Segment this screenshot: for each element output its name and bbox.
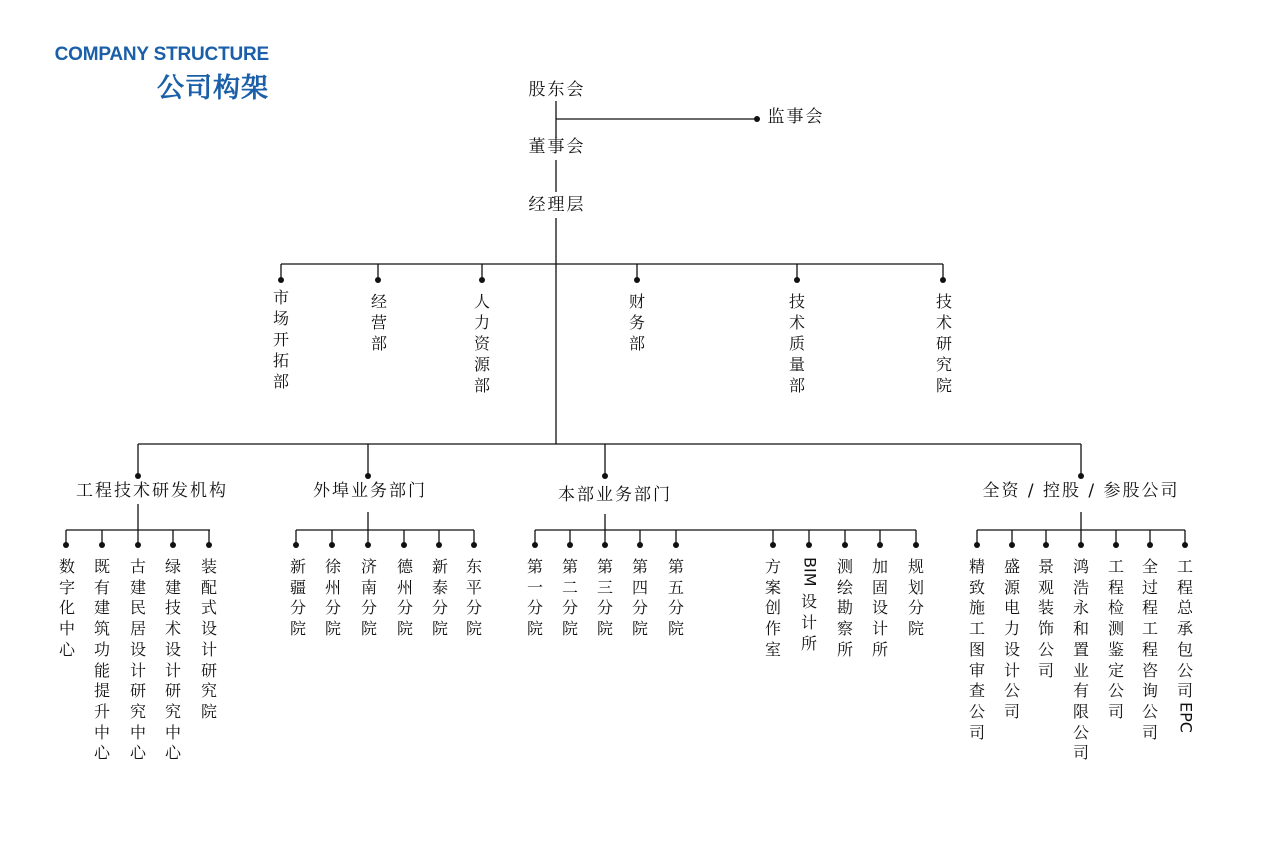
unit-branch-5: 第五分院 xyxy=(667,557,684,639)
division-rnd: 工程技术研发机构 xyxy=(76,481,228,501)
unit-xinjiang-branch: 新疆分院 xyxy=(289,557,306,639)
division-external: 外埠业务部门 xyxy=(313,481,427,501)
dept-research: 技术研究院 xyxy=(935,292,952,395)
epc-prefix: 工程总承包公司 xyxy=(1176,557,1193,701)
unit-ancient-building-center: 古建民居设计研究中心 xyxy=(129,557,146,763)
unit-branch-3: 第三分院 xyxy=(596,557,613,639)
division-subsidiaries: 全资 / 控股 / 参股公司 xyxy=(982,481,1180,501)
bim-rest: 设计所 xyxy=(800,592,817,653)
unit-real-estate-company: 鸿浩永和置业有限公司 xyxy=(1072,557,1089,763)
title-english: COMPANY STRUCTURE xyxy=(54,44,269,65)
unit-xintai-branch: 新泰分院 xyxy=(431,557,448,639)
unit-dongping-branch: 东平分院 xyxy=(465,557,482,639)
unit-inspection-company: 工程检测鉴定公司 xyxy=(1107,557,1124,721)
unit-reinforcement-institute: 加固设计所 xyxy=(871,557,888,659)
division-headquarters: 本部业务部门 xyxy=(558,485,672,505)
unit-consulting-company: 全过程工程咨询公司 xyxy=(1141,557,1158,742)
unit-prefab-institute: 装配式设计研究院 xyxy=(200,557,217,721)
dept-operations: 经营部 xyxy=(370,292,387,353)
unit-epc-company xyxy=(1175,557,1195,739)
unit-xuzhou-branch: 徐州分院 xyxy=(324,557,341,639)
node-shareholders: 股东会 xyxy=(528,80,586,100)
unit-jinan-branch: 济南分院 xyxy=(360,557,377,639)
unit-dezhou-branch: 德州分院 xyxy=(396,557,413,639)
unit-branch-4: 第四分院 xyxy=(631,557,648,639)
node-board: 董事会 xyxy=(528,137,586,157)
unit-green-building-center: 绿建技术设计研究中心 xyxy=(164,557,181,763)
dept-tech-quality: 技术质量部 xyxy=(788,292,805,395)
unit-planning-branch: 规划分院 xyxy=(907,557,924,639)
unit-landscape-company: 景观装饰公司 xyxy=(1037,557,1054,680)
unit-bim-institute xyxy=(799,557,819,654)
title-chinese: 公司构架 xyxy=(157,73,269,104)
dept-hr: 人力资源部 xyxy=(473,292,490,395)
unit-branch-1: 第一分院 xyxy=(526,557,543,639)
bim-prefix: BIM xyxy=(800,557,820,587)
unit-design-studio: 方案创作室 xyxy=(764,557,781,659)
unit-power-design-company: 盛源电力设计公司 xyxy=(1003,557,1020,721)
unit-digital-center: 数字化中心 xyxy=(58,557,75,659)
unit-survey-institute: 测绘勘察所 xyxy=(836,557,853,659)
unit-drawing-review-company: 精致施工图审查公司 xyxy=(968,557,985,742)
unit-branch-2: 第二分院 xyxy=(561,557,578,639)
dept-market: 市场开拓部 xyxy=(272,288,289,391)
node-management: 经理层 xyxy=(528,195,586,215)
unit-existing-building-center: 既有建筑功能提升中心 xyxy=(93,557,110,763)
node-supervisors: 监事会 xyxy=(767,107,825,127)
dept-finance: 财务部 xyxy=(628,292,645,353)
epc-suffix: EPC xyxy=(1176,701,1196,733)
